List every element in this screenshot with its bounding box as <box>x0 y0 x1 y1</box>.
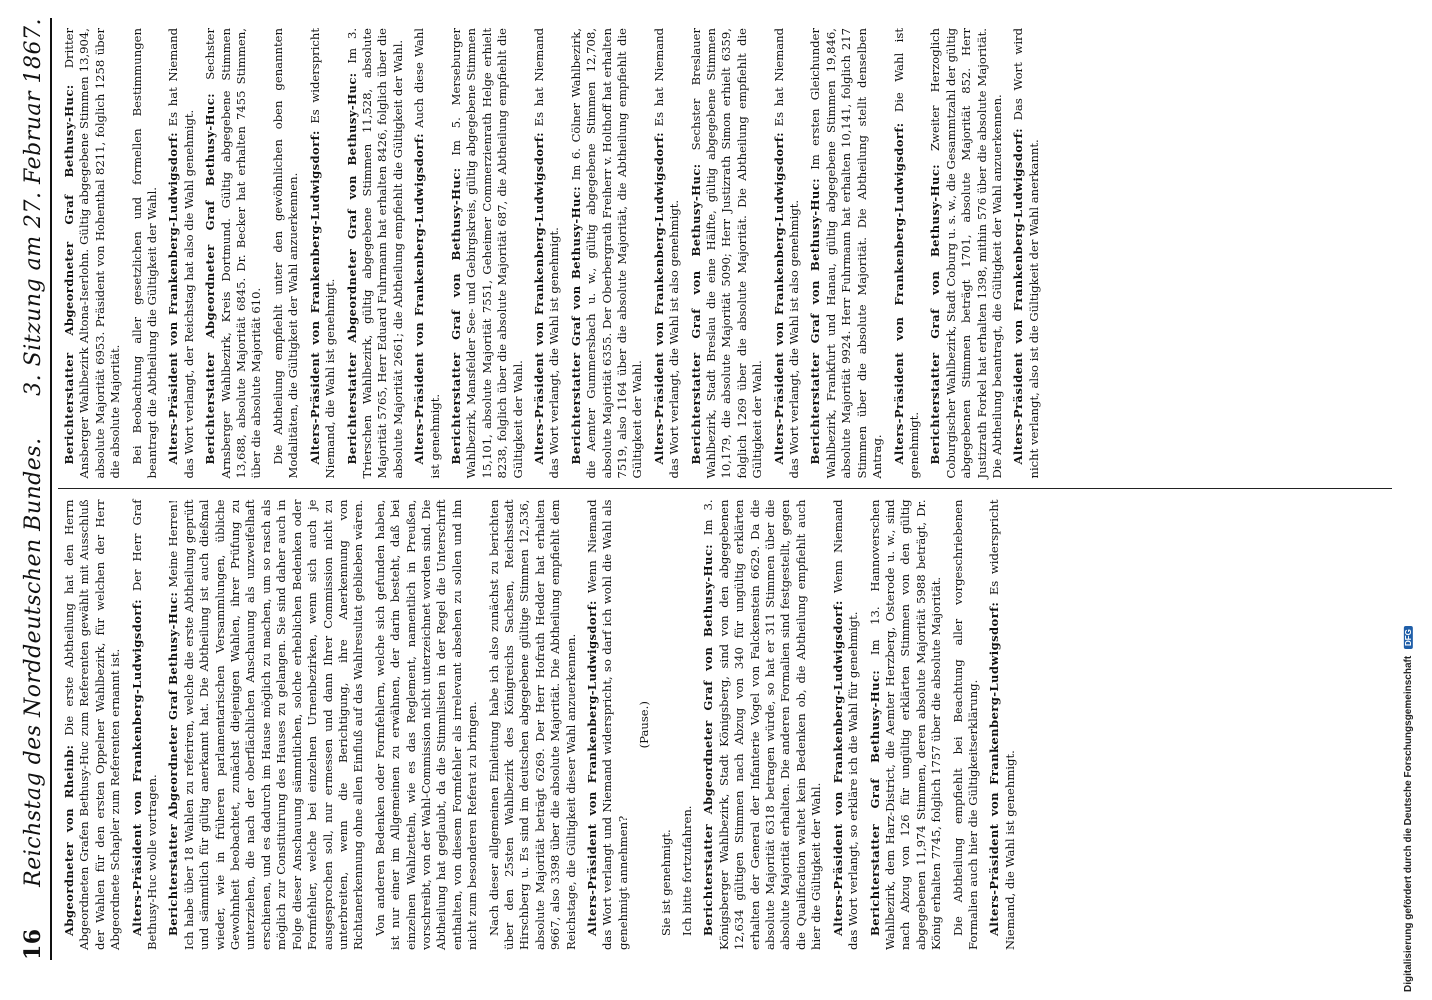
paragraph <box>831 500 862 951</box>
speaker-name: Berichterstatter Abgeordneter Graf Bethusy-Huc: <box>62 84 76 465</box>
speaker-name: Alters-Präsident von Frankenberg-Ludwigsdorf: <box>651 132 666 465</box>
paragraph <box>689 28 766 479</box>
paragraph-text: Im 3. Trierschen Wahlbezirk, gültig abgegebene Stimmen 11,528, absolute Majorität 5765, Herr Eduard Fuhrmann hat erhalten 8426, folglich über die absolute Majorität 2661; die Abtheilung empfiehlt die Gültigkeit der Wahl. <box>344 27 405 479</box>
dfg-logo: DFG <box>1404 626 1413 649</box>
paragraph <box>203 28 265 479</box>
paragraph <box>951 500 982 951</box>
right-column <box>58 18 1392 490</box>
paragraph-text: Dritter Ansberger Wahlbezirk Altona-Iserlohn. Gültig abgegebene Stimmen 13,904, absolute Majorität 6953. Präsident von Hohenthal 8211, folglich 1258 über die absolute Majorität. <box>62 27 123 479</box>
page-number: 16 <box>20 928 46 960</box>
paragraph <box>412 28 443 479</box>
paragraph <box>487 500 579 951</box>
speaker-name: Berichterstatter Graf von Bethusy-Huc: <box>688 163 703 465</box>
paragraph <box>680 500 695 951</box>
paragraph-text: Nach dieser allgemeinen Einleitung habe ich also zunächst zu berichten über den 25sten Wahlbezirk des Königreichs Sachsen, Reichsstadt Hirschberg u. Es sind im deutschen abgegebene gültige Stimmen 12,536, absolute Majorität beträgt 6269. Der Herr Hofrath Hedder hat erhalten 9667, also 3398 über die absolute Majorität. Die Abtheilung empfiehlt dem Reichstage, die Gültigkeit dieser Wahl anzuerkennen. <box>486 499 578 950</box>
paragraph-text: Die Abtheilung empfiehlt unter den gewöhnlichen oben genannten Modalitäten, die Gültigkeit der Wahl anzuerkennen. <box>270 28 301 479</box>
credit-text <box>1403 626 1414 992</box>
paragraph-text: Sechster Breslauer Wahlbezirk, Stadt Breslau die eine Hälfte, gültig abgegebene Stimmen 10,179, die absolute Majorität 5090; Herr Justizrath Simon erhielt 6359, folglich 1269 über die absolute Majorität. Die Abtheilung empfiehlt die Gültigkeit der Wahl. <box>688 27 765 479</box>
speaker-name: Alters-Präsident von Frankenberg-Ludwigsdorf: <box>307 130 322 465</box>
speaker-name: Berichterstatter Abgeordneter Graf Bethusy-Huc: <box>166 591 181 936</box>
paragraph <box>130 500 161 951</box>
speaker-name: Alters-Präsident von Frankenberg-Ludwigsdorf: <box>166 132 181 465</box>
paragraph <box>987 500 1018 951</box>
paragraph-text: Im 13. Hannoverschen Wahlbezirk, dem Harz-District, die Aemter Herzberg, Osterode u. w., sind nach Abzug von 126 für ungültig erklärten Stimmen von den gültig abgegebenen 11,974 Stimmen, deren absolute Majorität 5988 beträgt, Dr. König erhalten 7745, folglich 1757 über die absolute Majorität. <box>867 499 944 950</box>
paragraph <box>928 28 1005 479</box>
paragraph <box>701 500 824 951</box>
paragraph-text: Sechster Arnsberger Wahlbezirk, Kreis Dortmund. Gültig abgegebene Stimmen 13,688, absolute Majorität 6845. Dr. Becker hat erhalten 7455 Stimmen, über die absolute Majorität 610. <box>203 27 264 479</box>
paragraph-text: (Pause.) <box>637 701 652 749</box>
paragraph-text: Im ersten Gleichunder Wahlbezirk, Frankfurt und Hanau, gültig abgegebene Stimmen 19,846, absolute Majorität 9924. Herr Fuhrmann hat erhalten 10,141, folglich 217 Stimmen über die absolute Majorität. Die Abtheilung stellt denselben Antrag. <box>808 28 885 479</box>
paragraph <box>637 500 652 951</box>
speaker-name: Berichterstatter Abgeordneter Graf Bethusy-Huc: <box>203 93 218 465</box>
paragraph-text: Es widerspricht Niemand, die Wahl ist genehmigt. <box>307 27 338 479</box>
paragraph-text: Im 5. Merseburger Wahlbezirk, Mansfelder See- und Gebirgskreis, gültig abgegebene Stimmen 15,101, absolute Majorität 7551, Geheimer Commerzienrath Helge erhielt 8238, folglich über die absolute Majorität 687, die Abtheilung empfiehlt die Gültigkeit der Wahl. <box>448 28 525 479</box>
paragraph <box>308 28 339 479</box>
paragraph <box>652 28 683 479</box>
speaker-name: Alters-Präsident von Frankenberg-Ludwigsdorf: <box>412 133 427 465</box>
paragraph <box>62 500 124 951</box>
paragraph <box>449 28 526 479</box>
credit-strip <box>1403 0 1428 1000</box>
paragraph-text: Sie ist genehmigt. <box>658 829 673 936</box>
paragraph-text: Die erste Abtheilung hat den Herrn Abgeordneten Grafen Bethusy-Huc zum Referenten gewählt mit Ausschluß der Wahlen für den ersten Oppelner Wahlbezirk, für welchen der Herr Abgeordnete Schapler zum Referenten ernannt ist. <box>62 499 123 950</box>
paragraph <box>345 28 407 479</box>
paragraph-text: Im 3. Königsberger Wahlbezirk, Stadt Königsberg, sind von den abgegebenen 12,634 gültigen Stimmen nach Abzug von 340 für ungültig erklärten erhalten der General der Infanterie Vogel von Falckenstein 6629. Da die absolute Majorität 6318 betragen würde, so hat er 311 Stimmen über die absolute Majorität erhalten. Die anderen Formalien sind festgestellt, gegen die Qualification waltet kein Bedenken ob, die Abtheilung empfiehlt auch hier die Gültigkeit der Wahl. <box>701 499 824 950</box>
right-title: 3. Sitzung am 27. Februar 1867. <box>21 18 46 396</box>
running-head <box>0 18 52 960</box>
paragraph-text: Im 6. Cölner Wahlbezirk, die Aemter Gummersbach u. w., gültig abgegebene Stimmen 12,708, absolute Majorität 6355. Der Oberbergrath Freiherr v. Holthoff hat erhalten 7519, also 1164 über die absolute Majorität, die Abtheilung empfiehlt die Gültigkeit der Wahl. <box>568 27 645 479</box>
paragraph-text: Wenn Niemand das Wort verlangt, so erkläre ich die Wahl für genehmigt. <box>830 499 861 950</box>
left-column <box>58 490 1392 961</box>
speaker-name: Abgeordneter von Rheinb: <box>62 744 76 936</box>
speaker-name: Berichterstatter Abgeordneter Graf von Bethusy-Huc: <box>344 72 359 465</box>
paragraph-text: Meine Herren! Ich habe über 18 Wahlen zu referiren, welche die erste Abtheilung geprüft und sämmtlich für gültig anerkannt hat. Die Abtheilung ist auch dießmal wieder, wie in früheren parlamentarischen Versammlungen, übliche Gewohnheit beobachtet, zunächst diejenigen Wahlen, ihrer Prüfung zu unterziehen, die nach der oberflächlichen Anschauung als unzweifelhaft erschienen, und es dadurch im Hause möglich zu machen, um so rasch als möglich zur Constituirung des Hauses zu gelangen. Sie sind daher auch in Folge dieser Anschauung sämmtlichen, solche erheblichen Bedenken oder Formfehler, welche bei einzelnen Urnenbezirken, wenn sich auch je ausgesprochen soll, nur ermessen und dann Ihrer Commission nicht zu unterbreiten, wenn die Berichtigung, ihre Anerkennung von Richtanerkennung ohne allen Einfluß auf das Wahlresultat geblieben wären. <box>166 499 366 950</box>
paragraph-text: Es hat Niemand das Wort verlangt, die Wahl ist also genehmigt. <box>771 28 802 479</box>
paragraph-text: Die Abtheilung empfiehlt bei Beachtung aller vorgeschriebenen Formalien auch hier die Gültigkeitserklärung. <box>950 499 980 950</box>
speaker-name: Berichterstatter Graf von Bethusy-Huc: <box>808 178 823 465</box>
speaker-name: Alters-Präsident von Frankenberg-Ludwigsdorf: <box>891 122 906 465</box>
paragraph <box>1011 28 1042 479</box>
paragraph <box>373 500 481 951</box>
paragraph-text: Zweiter Herzoglich Coburgischer Wahlbezirk, Stadt Coburg u. s. w., die Gesammtzahl der gültig abgegebenen Stimmen beträgt 1701, absolute Majorität 852. Herr Justizrath Forkel hat erhalten 1398, mithin 576 über die absolute Majorität. Die Abtheilung beantragt, die Gültigkeit der Wahl anzuerkennen. <box>928 28 1004 479</box>
paragraph-text: Das Wort wird nicht verlangt, also ist die Gültigkeit der Wahl anerkannt. <box>1011 27 1041 479</box>
paragraph <box>166 28 197 479</box>
paragraph <box>271 28 302 479</box>
paragraph-text: Von anderen Bedenken oder Formfehlern, welche sich gefunden haben, ist nur einer im Allgemeinen zu erwähnen, der darin besteht, daß bei einzelnen Wahlzetteln, wie es das Reglement, namentlich in Preußen, vorschreibt, von der Wahl-Commission nicht unterzeichnet worden sind. Die Abtheilung hat geglaubt, da die Stimmlisten in der Regel die Unterschrift enthalten, von diesem Formfehler als irrelevant absehen zu sollen und ihn nicht zum besonderen Referat zu bringen. <box>372 499 480 950</box>
speaker-name: Alters-Präsident von Frankenberg-Ludwigsdorf: <box>771 132 786 465</box>
paragraph <box>62 28 124 479</box>
paragraph <box>585 500 631 951</box>
paragraph <box>808 28 885 479</box>
speaker-name: Berichterstatter Graf von Bethusy-Huc: <box>448 167 463 465</box>
speaker-name: Alters-Präsident von Frankenberg-Ludwigsdorf: <box>1011 128 1026 465</box>
paragraph <box>659 500 674 951</box>
speaker-name: Alters-Präsident von Frankenberg-Ludwigsdorf: <box>830 600 845 936</box>
paragraph-text: Wenn Niemand das Wort verlangt und Niemand widerspricht, so darf ich wohl die Wahl als genehmigt annehmen? <box>585 499 630 950</box>
paragraph-text: Es hat Niemand das Wort verlangt, die Wahl ist genehmigt. <box>531 28 562 479</box>
speaker-name: Berichterstatter Graf Bethusy-Huc: <box>867 669 882 936</box>
speaker-name: Berichterstatter Abgeordneter Graf von Bethusy-Huc: <box>701 544 716 936</box>
speaker-name: Berichterstatter Graf von Bethusy-Huc: <box>568 186 583 465</box>
paragraph <box>166 500 366 951</box>
paragraph-text: Die Wahl ist genehmigt. <box>891 28 921 479</box>
paragraph <box>772 28 803 479</box>
paragraph-text: Der Herr Graf Bethusy-Huc wolle vortragen. <box>129 499 160 950</box>
speaker-name: Alters-Präsident von Frankenberg-Ludwigsdorf: <box>531 132 546 465</box>
paragraph-text: Bei Beobachtung aller gesetzlichen und formellen Bestimmungen beantragt die Abtheilung die Gültigkeit der Wahl. <box>129 28 160 479</box>
paragraph-text: Es hat Niemand das Wort verlangt, die Wahl ist also genehmigt. <box>651 28 682 479</box>
paragraph-text: Es hat Niemand das Wort verlangt, der Reichstag hat also die Wahl genehmigt. <box>166 28 196 479</box>
left-title: Reichstag des Norddeutschen Bundes. <box>21 437 46 887</box>
paragraph-text: Ich bitte fortzufahren. <box>680 805 695 936</box>
paragraph <box>868 500 945 951</box>
paragraph-text: Es widerspricht Niemand, die Wahl ist genehmigt. <box>987 499 1017 950</box>
paragraph <box>532 28 563 479</box>
paragraph <box>569 28 646 479</box>
speaker-name: Alters-Präsident von Frankenberg-Ludwigsdorf: <box>585 600 599 936</box>
paragraph-text: Auch diese Wahl ist genehmigt. <box>412 27 442 479</box>
speaker-name: Alters-Präsident von Frankenberg-Ludwigsdorf: <box>129 599 144 936</box>
paragraph <box>892 28 923 479</box>
columns <box>58 18 1392 960</box>
credit-label: Digitalisierung gefördert durch die Deutsche Forschungsgemeinschaft <box>1403 655 1414 992</box>
paragraph <box>130 28 161 479</box>
speaker-name: Berichterstatter Graf von Bethusy-Huc: <box>928 164 943 465</box>
speaker-name: Alters-Präsident von Frankenberg-Ludwigsdorf: <box>987 601 1002 936</box>
